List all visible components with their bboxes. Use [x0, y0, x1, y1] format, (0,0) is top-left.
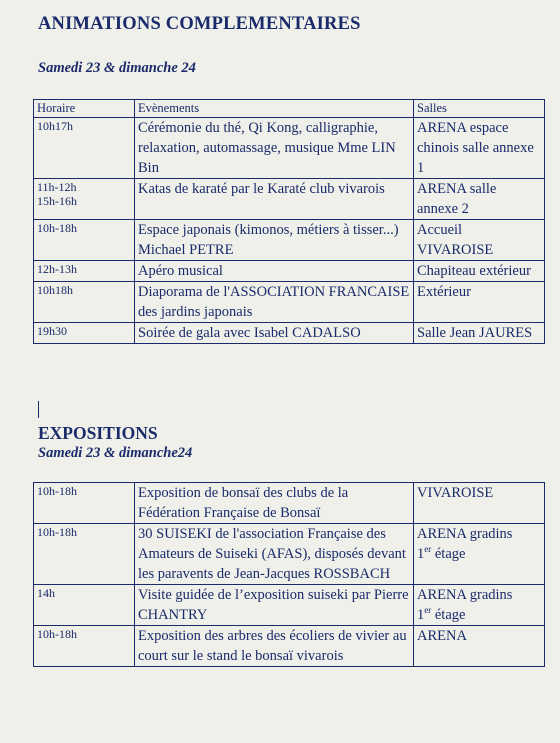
header-time: Horaire — [34, 100, 135, 118]
table-row — [34, 220, 545, 261]
row-room: ARENA salle annexe 2 — [414, 179, 545, 220]
table-row — [34, 282, 545, 323]
table-row — [34, 483, 545, 524]
row-event: Espace japonais (kimonos, métiers à tisser...) Michael PETRE — [135, 220, 414, 261]
table-row — [34, 323, 545, 344]
room-floor: 1 — [417, 546, 425, 562]
table-row — [34, 261, 545, 282]
row-room: ARENA — [414, 626, 545, 667]
expositions-table — [33, 482, 545, 667]
row-time: 12h-13h — [34, 261, 135, 282]
table-row — [34, 524, 545, 585]
row-time: 19h30 — [34, 323, 135, 344]
row-event: Diaporama de l'ASSOCIATION FRANCAISE des jardins japonais — [135, 282, 414, 323]
row-time: 11h-12h 15h-16h — [34, 179, 135, 220]
room-name: ARENA gradins — [417, 526, 513, 542]
row-time: 14h — [34, 585, 135, 626]
row-event: Apéro musical — [135, 261, 414, 282]
row-event: Cérémonie du thé, Qi Kong, calligraphie, relaxation, automassage, musique Mme LIN Bin — [135, 118, 414, 179]
row-room: ARENA espace chinois salle annexe 1 — [414, 118, 545, 179]
room-name: ARENA gradins — [417, 587, 513, 603]
room-floor: 1 — [417, 607, 425, 623]
text-cursor — [38, 401, 39, 418]
row-event: Visite guidée de l’exposition suiseki par Pierre CHANTRY — [135, 585, 414, 626]
row-time: 10h18h — [34, 282, 135, 323]
row-room — [414, 585, 545, 626]
row-event: Exposition de bonsaï des clubs de la Fédération Française de Bonsaï — [135, 483, 414, 524]
header-event: Evènements — [135, 100, 414, 118]
table-row — [34, 585, 545, 626]
room-floor-sup: er — [424, 605, 432, 616]
room-floor-suffix: étage — [431, 546, 466, 562]
row-room: Extérieur — [414, 282, 545, 323]
row-event: Katas de karaté par le Karaté club vivarois — [135, 179, 414, 220]
row-room: VIVAROISE — [414, 483, 545, 524]
section-title-expositions: EXPOSITIONS — [38, 423, 158, 443]
row-time: 10h-18h — [34, 220, 135, 261]
section-dates-animations: Samedi 23 & dimanche 24 — [38, 60, 196, 76]
table-row — [34, 118, 545, 179]
row-time: 10h-18h — [34, 626, 135, 667]
room-floor-suffix: étage — [431, 607, 466, 623]
animations-table — [33, 99, 545, 344]
row-time: 10h-18h — [34, 483, 135, 524]
header-room: Salles — [414, 100, 545, 118]
table-header-row — [34, 100, 545, 118]
row-time: 10h17h — [34, 118, 135, 179]
row-room: Chapiteau extérieur — [414, 261, 545, 282]
section-title-animations: ANIMATIONS COMPLEMENTAIRES — [38, 14, 361, 34]
row-event: 30 SUISEKI de l'association Française des Amateurs de Suiseki (AFAS), disposés devant les paravents de Jean-Jacques ROSSBACH — [135, 524, 414, 585]
row-room — [414, 524, 545, 585]
row-room: Salle Jean JAURES — [414, 323, 545, 344]
section-dates-expositions: Samedi 23 & dimanche24 — [38, 445, 193, 461]
row-event: Exposition des arbres des écoliers de vivier au court sur le stand le bonsaï vivarois — [135, 626, 414, 667]
table-row — [34, 626, 545, 667]
row-time: 10h-18h — [34, 524, 135, 585]
room-floor-sup: er — [424, 544, 432, 555]
row-room: Accueil VIVAROISE — [414, 220, 545, 261]
table-row — [34, 179, 545, 220]
row-event: Soirée de gala avec Isabel CADALSO — [135, 323, 414, 344]
